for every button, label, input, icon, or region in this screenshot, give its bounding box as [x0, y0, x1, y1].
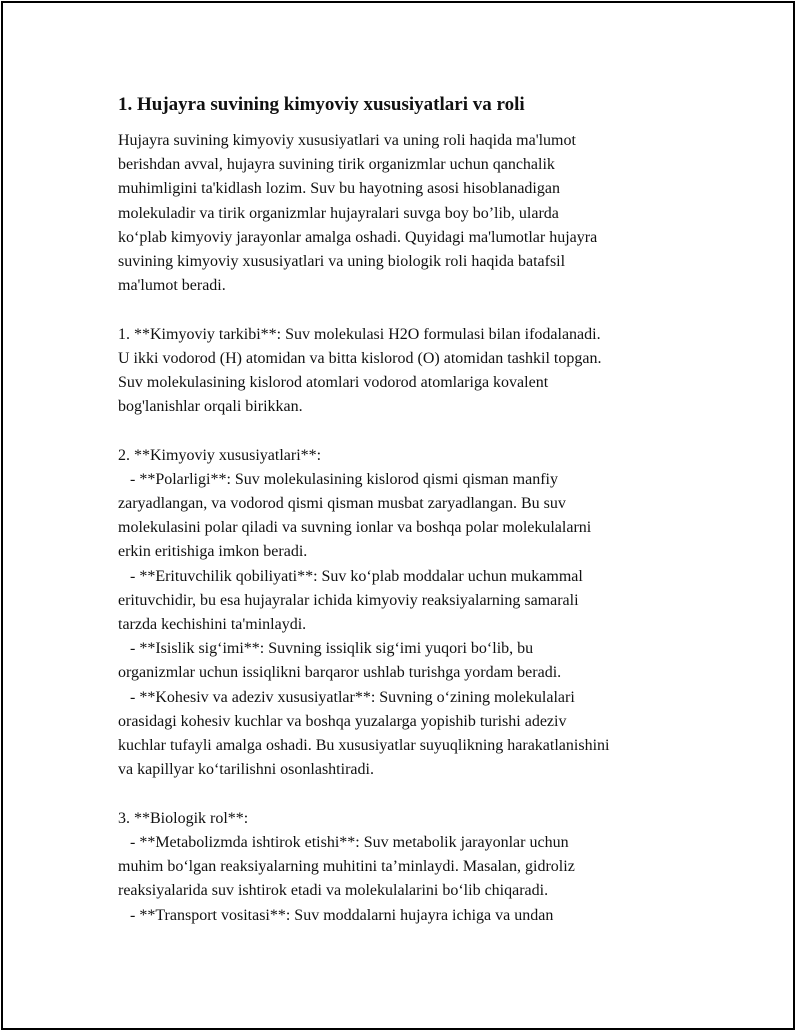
document-body: Hujayra suvining kimyoviy xususiyatlari va uning roli haqida ma'lumot berishdan avval, hujayra suvining tirik organizmlar uchun qanchalik muhimligini ta'kidlash lozim. Suv bu hayotning asosi hisoblanadigan molekuladir va tirik organizmlar hujayralari suvga boy bo’lib, ularda ko‘plab kimyoviy jarayonlar amalga oshadi. Quyidagi ma'lumotlar hujayra suvining kimyoviy xususiyatlari va uning biologik roli haqida batafsil ma'lumot beradi. 1. **Kimyoviy tarkibi**: Suv molekulasi H2O formulasi bilan ifodalanadi. U ikki vodorod (H) atomidan va bitta kislorod (O) atomidan tashkil topgan. Suv molekulasining kislorod atomlari vodorod atomlariga kovalent bog'lanishlar orqali birikkan. 2. **Kimyoviy xususiyatlari**: - **Polarligi**: Suv molekulasining kislorod qismi qisman manfiy zaryadlangan, va vodorod qismi qisman musbat zaryadlangan. Bu suv molekulasini polar qiladi va suvning ionlar va boshqa polar molekulalarni erkin eritishiga imkon beradi. - **Erituvchilik qobiliyati**: Suv ko‘plab moddalar uchun mukammal erituvchidir, bu esa hujayralar ichida kimyoviy reaksiyalarning samarali tarzda kechishini ta'minlaydi. - **Isislik sig‘imi**: Suvning issiqlik sig‘imi yuqori bo‘lib, bu organizmlar uchun issiqlikni barqaror ushlab turishga yordam beradi. - **Kohesiv va adeziv xususiyatlar**: Suvning o‘zining molekulalari orasidagi kohesiv kuchlar va boshqa yuzalarga yopishib turishi adeziv kuchlar tufayli amalga oshadi. Bu xususiyatlar suyuqlikning harakatlanishini va kapillyar ko‘tarilishni osonlashtiradi. 3. **Biologik rol**: - **Metabolizmda ishtirok etishi**: Suv metabolik jarayonlar uchun muhim bo‘lgan reaksiyalarning muhitini ta’minlaydi. Masalan, gidroliz reaksiyalarida suv ishtirok etadi va molekulalarini bo‘lib chiqaradi. - **Transport vositasi**: Suv moddalarni hujayra ichiga va undan	[118, 132, 610, 924]
document-content	[118, 92, 718, 928]
document-heading: 1. Hujayra suvining kimyoviy xususiyatlari va roli	[118, 94, 525, 115]
